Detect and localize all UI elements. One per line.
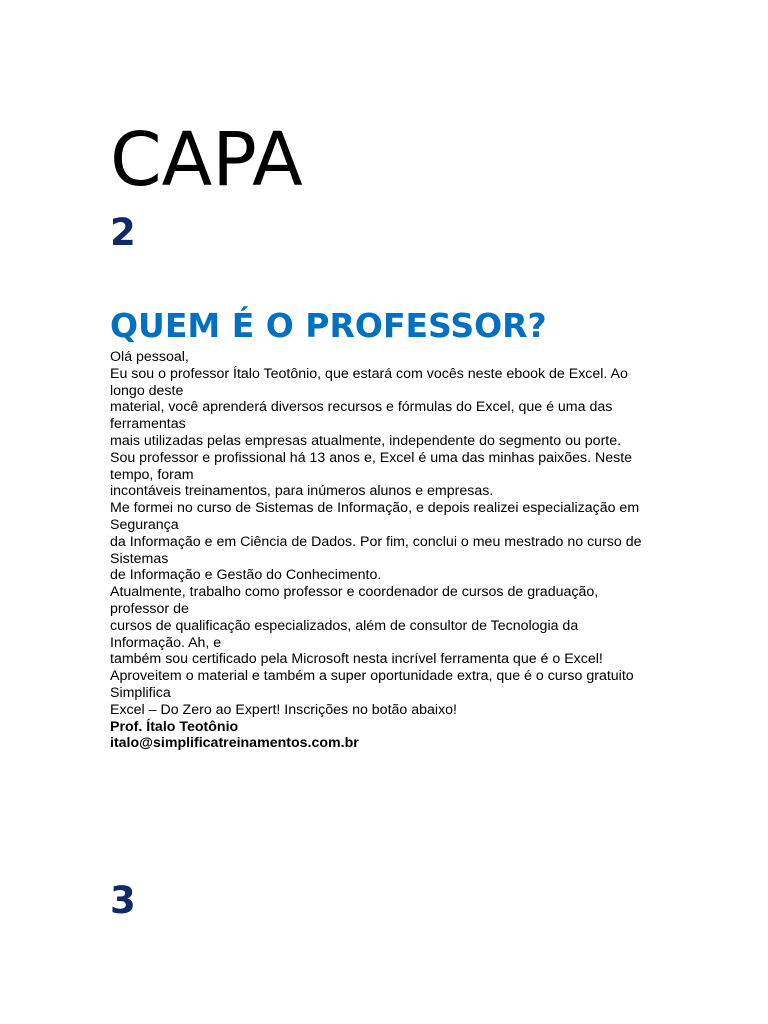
cover-title: CAPA bbox=[110, 117, 303, 203]
paragraph-line: Excel – Do Zero ao Expert! Inscrições no botão abaixo! bbox=[110, 701, 457, 718]
paragraph-line: Olá pessoal, bbox=[110, 349, 189, 365]
paragraph-line: tempo, foram bbox=[110, 466, 194, 483]
paragraph-line: Sistemas bbox=[110, 550, 169, 567]
paragraph-line: de Informação e Gestão do Conhecimento. bbox=[110, 567, 382, 584]
paragraph-line: Me formei no curso de Sistemas de Informação, e depois realizei especialização em bbox=[110, 500, 640, 517]
paragraph-line: Sou professor e profissional há 13 anos e, Excel é uma das minhas paixões. Neste bbox=[110, 449, 633, 466]
signature-name: Prof. Ítalo Teotônio bbox=[110, 718, 239, 735]
professor-bio bbox=[110, 349, 710, 752]
paragraph-line: da Informação e em Ciência de Dados. Por fim, conclui o meu mestrado no curso de bbox=[110, 533, 642, 550]
paragraph-line: Informação. Ah, e bbox=[110, 634, 222, 651]
paragraph-line: também sou certificado pela Microsoft nesta incrível ferramenta que é o Excel! bbox=[110, 651, 603, 668]
paragraph-line: incontáveis treinamentos, para inúmeros alunos e empresas. bbox=[110, 483, 494, 500]
paragraph-line: mais utilizadas pelas empresas atualmente, independente do segmento ou porte. bbox=[110, 432, 622, 449]
paragraph-line: ferramentas bbox=[110, 416, 186, 433]
paragraph-line: Simplifica bbox=[110, 684, 171, 701]
paragraph-line: professor de bbox=[110, 600, 189, 617]
page-number: 3 bbox=[110, 879, 136, 922]
paragraph-line: Aproveitem o material e também a super oportunidade extra, que é o curso gratuito bbox=[110, 668, 634, 685]
signature-email: italo@simplificatreinamentos.com.br bbox=[110, 735, 359, 752]
paragraph-line: Atualmente, trabalho como professor e coordenador de cursos de graduação, bbox=[110, 584, 599, 601]
paragraph-line: cursos de qualificação especializados, além de consultor de Tecnologia da bbox=[110, 617, 579, 634]
paragraph-line: material, você aprenderá diversos recursos e fórmulas do Excel, que é uma das bbox=[110, 399, 613, 416]
section-title: QUEM É O PROFESSOR? bbox=[110, 306, 547, 345]
paragraph-line: Segurança bbox=[110, 516, 179, 533]
paragraph-line: longo deste bbox=[110, 382, 184, 399]
page-number: 2 bbox=[110, 211, 136, 254]
paragraph-line: Eu sou o professor Ítalo Teotônio, que estará com vocês neste ebook de Excel. Ao bbox=[110, 365, 628, 382]
